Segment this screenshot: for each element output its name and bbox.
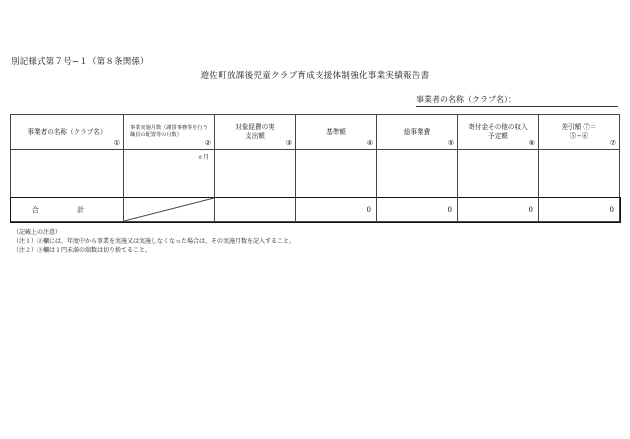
cell-club-name[interactable] xyxy=(11,150,124,198)
total-row xyxy=(11,198,620,222)
operator-name-label: 事業者の名称（クラブ名）： xyxy=(416,95,516,104)
total-months-diagonal xyxy=(124,198,215,222)
month-unit: ヵ月 xyxy=(196,154,209,161)
total-label: 合 計 xyxy=(11,198,124,222)
total-difference: 0 xyxy=(539,198,620,222)
cell-total-cost[interactable] xyxy=(377,150,458,198)
document-title: 遊佐町放課後児童クラブ育成支援体制強化事業実績報告書 xyxy=(200,71,430,81)
header-donation: 寄付金その他の収入予定額 ⑥ xyxy=(458,115,539,150)
total-donation: 0 xyxy=(458,198,539,222)
entry-row xyxy=(11,150,620,198)
operator-name-field[interactable] xyxy=(416,94,618,107)
total-total-cost: 0 xyxy=(377,198,458,222)
header-total-cost: 総事業費 ⑤ xyxy=(377,115,458,150)
notes xyxy=(13,228,295,255)
cell-difference[interactable] xyxy=(539,150,620,198)
note-1: （注１）②欄には、年度中から事業を実施又は実施しなくなった場合は、その実施月数を記入すること。 xyxy=(13,238,296,245)
total-actual-expense[interactable] xyxy=(215,198,296,222)
cell-donation[interactable] xyxy=(458,150,539,198)
header-difference: 差引額 ⑦＝⑤−⑥ ⑦ xyxy=(539,115,620,150)
cell-months[interactable] xyxy=(124,150,215,198)
total-standard-amount: 0 xyxy=(296,198,377,222)
header-row xyxy=(11,115,620,150)
notes-heading: （記載上の注意） xyxy=(13,229,62,236)
header-actual-expense: 対象経費の実支出額 ③ xyxy=(215,115,296,150)
header-club-name: 事業者の名称（クラブ名） ① xyxy=(11,115,124,150)
header-months: 事業実施月数（謝賃事務等を行う職員の配置等の月数） ② xyxy=(124,115,215,150)
note-2: （注２）③欄は１円未満の端数は切り捨てること。 xyxy=(13,247,152,254)
cell-standard-amount[interactable] xyxy=(296,150,377,198)
form-number: 別記様式第７号−１（第８条関係） xyxy=(11,57,149,67)
header-standard-amount: 基準額 ④ xyxy=(296,115,377,150)
report-table xyxy=(10,114,620,222)
cell-actual-expense[interactable] xyxy=(215,150,296,198)
